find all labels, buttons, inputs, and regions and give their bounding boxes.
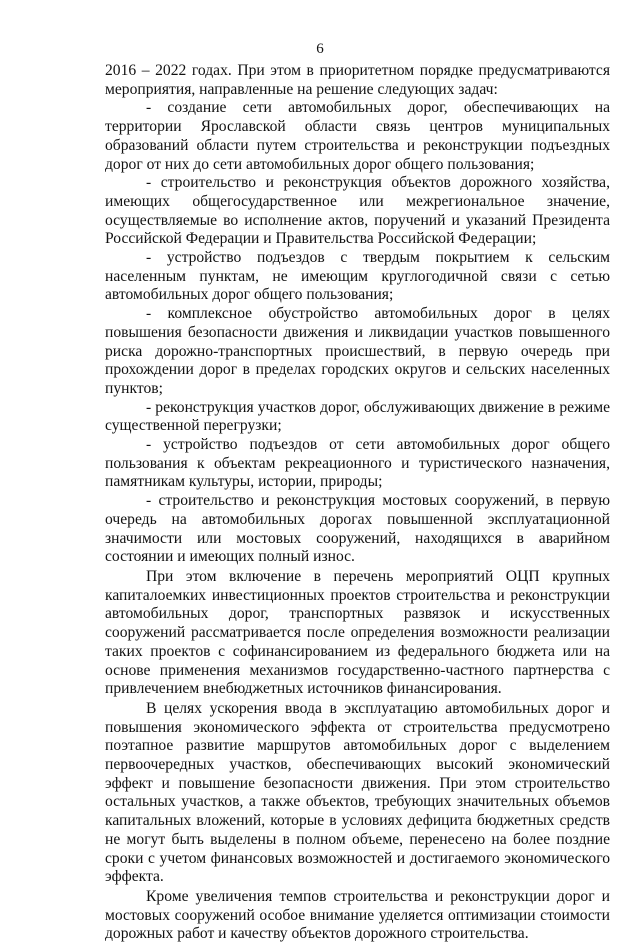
paragraph-cost-optimization: Кроме увеличения темпов строительства и реконструкции дорог и мостовых сооружений особое внимание уделяется оптимизации стоимости дорожных работ и качеству объектов дорожного строительства. <box>105 887 610 943</box>
document-body <box>105 62 610 944</box>
paragraph-intro: 2016 – 2022 годах. При этом в приоритетном порядке предусматриваются мероприятия, направленные на решение следующих задач: <box>105 62 610 98</box>
list-item-task-6: - устройство подъездов от сети автомобильных дорог общего пользования к объектам рекреационного и туристического назначения, памятникам культуры, истории, природы; <box>105 436 610 491</box>
list-item-task-3: - устройство подъездов с твердым покрытием к сельским населенным пунктам, не имеющим круглогодичной связи с сетью автомобильных дорог общего пользования; <box>105 249 610 304</box>
list-item-task-4: - комплексное обустройство автомобильных дорог в целях повышения безопасности движения и ликвидации участков повышенного риска дорожно-транспортных происшествий, в первую очередь при прохождении дорог в пределах городских округов и сельских населенных пунктов; <box>105 305 610 397</box>
list-item-task-5: - реконструкция участков дорог, обслуживающих движение в режиме существенной перегрузки; <box>105 398 610 435</box>
list-item-task-1: - создание сети автомобильных дорог, обеспечивающих на территории Ярославской области связь центров муниципальных образований области путем строительства и реконструкции подъездных дорог от них до сети автомобильных дорог общего пользования; <box>105 99 610 173</box>
paragraph-investment-projects: При этом включение в перечень мероприятий ОЦП крупных капиталоемких инвестиционных проектов строительства и реконструкции автомобильных дорог, транспортных развязок и искусственных сооружений рассматривается после определения возможности реализации таких проектов с софинансированием из федерального бюджета или на основе применения механизмов государственно-частного партнерства с привлечением внебюджетных источников финансирования. <box>105 567 610 698</box>
list-item-task-2: - строительство и реконструкция объектов дорожного хозяйства, имеющих общегосударственное или межрегиональное значение, осуществляемые во исполнение актов, поручений и указаний Президента Российской Федерации и Правительства Российской Федерации; <box>105 174 610 248</box>
paragraph-acceleration: В целях ускорения ввода в эксплуатацию автомобильных дорог и повышения экономического эффекта от строительства предусмотрено поэтапное развитие маршрутов автомобильных дорог с выделением первоочередных участков, обеспечивающих высокий экономический эффект и повышение безопасности движения. При этом строительство остальных участков, а также объектов, требующих значительных объемов капитальных вложений, которые в условиях дефицита бюджетных средств не могут быть выделены в полном объеме, перенесено на более поздние сроки с учетом финансовых возможностей и достигаемого экономического эффекта. <box>105 699 610 886</box>
list-item-task-7: - строительство и реконструкция мостовых сооружений, в первую очередь на автомобильных дорогах повышенной эксплуатационной значимости или мостовых сооружений, находящихся в аварийном состоянии и имеющих полный износ. <box>105 492 610 566</box>
page-number: 6 <box>316 41 324 57</box>
